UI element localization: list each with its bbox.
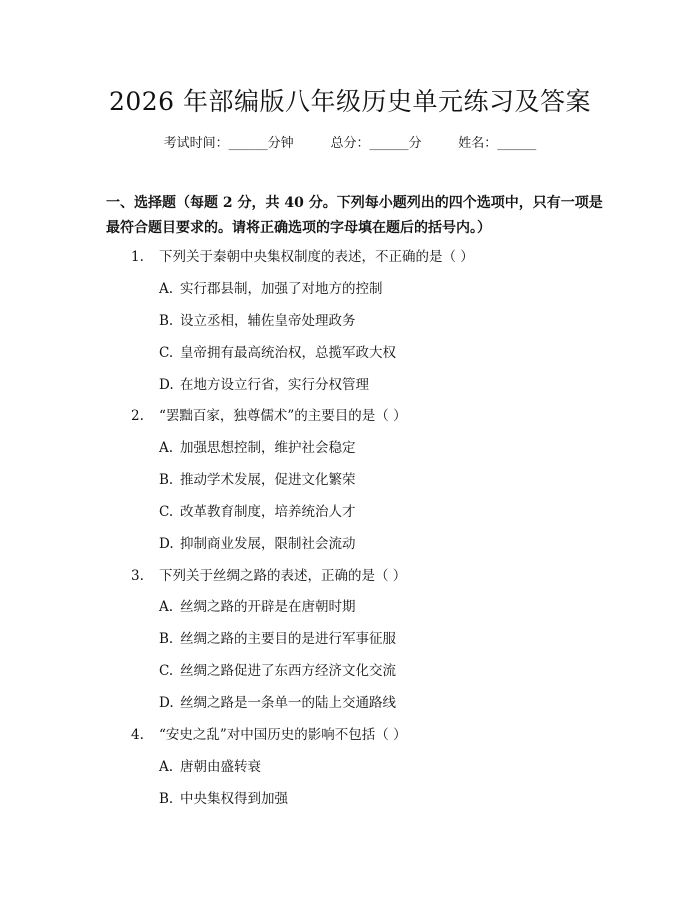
exam-time: 考试时间：______分钟: [163, 136, 294, 151]
question-3-option-b: [159, 627, 396, 647]
option-letter: B.: [159, 631, 174, 647]
question-text: “安史之乱”对中国历史的影响不包括（ ）: [159, 727, 407, 743]
page-title: 2026 年部编版八年级历史单元练习及答案: [108, 87, 592, 116]
option-text: 丝绸之路是一条单一的陆上交通路线: [180, 695, 396, 711]
option-text: 中央集权得到加强: [180, 791, 288, 807]
option-text: 在地方设立行省，实行分权管理: [180, 377, 369, 393]
question-number: 2.: [131, 408, 144, 424]
question-text: “罢黜百家，独尊儒术”的主要目的是（ ）: [159, 408, 407, 424]
question-3-option-d: [159, 691, 396, 711]
option-text: 丝绸之路的开辟是在唐朝时期: [180, 599, 356, 615]
option-letter: A.: [159, 440, 174, 456]
question-text: 下列关于丝绸之路的表述，正确的是（ ）: [159, 568, 407, 584]
question-2-option-b: [159, 468, 356, 488]
exam-score: 总分：______分: [330, 136, 422, 151]
question-1-option-d: [159, 373, 369, 393]
student-name: 姓名：______: [458, 136, 537, 151]
question-3-option-a: [159, 595, 356, 615]
option-text: 丝绸之路的主要目的是进行军事征服: [180, 631, 396, 647]
option-text: 丝绸之路促进了东西方经济文化交流: [180, 663, 396, 679]
question-number: 1.: [131, 249, 144, 265]
question-2-option-d: [159, 532, 356, 552]
question-3: [131, 564, 406, 584]
option-text: 加强思想控制，维护社会稳定: [180, 440, 356, 456]
question-2-option-a: [159, 436, 356, 456]
option-letter: D.: [159, 536, 174, 552]
question-2-option-c: [159, 500, 356, 520]
option-letter: D.: [159, 377, 174, 393]
option-text: 实行郡县制，加强了对地方的控制: [180, 281, 383, 297]
section-heading: 一、选择题（每题 2 分，共 40 分。下列每小题列出的四个选项中，只有一项是最符合题目要求的。请将正确选项的字母填在题后的括号内。）: [106, 195, 603, 236]
option-letter: B.: [159, 313, 174, 329]
question-1-option-b: [159, 309, 356, 329]
question-1-option-a: [159, 277, 383, 297]
option-letter: C.: [159, 345, 174, 361]
option-text: 设立丞相，辅佐皇帝处理政务: [180, 313, 356, 329]
question-number: 4.: [131, 727, 144, 743]
question-4-option-b: [159, 787, 288, 807]
option-letter: B.: [159, 472, 174, 488]
option-text: 改革教育制度，培养统治人才: [180, 504, 356, 520]
exam-meta: [0, 132, 700, 151]
option-letter: D.: [159, 695, 174, 711]
option-letter: C.: [159, 663, 174, 679]
option-letter: A.: [159, 281, 174, 297]
option-letter: C.: [159, 504, 174, 520]
option-letter: A.: [159, 599, 174, 615]
option-letter: B.: [159, 791, 174, 807]
option-letter: A.: [159, 759, 174, 775]
option-text: 推动学术发展，促进文化繁荣: [180, 472, 356, 488]
question-number: 3.: [131, 568, 144, 584]
question-3-option-c: [159, 659, 396, 679]
question-1: [131, 245, 474, 265]
question-4: [131, 723, 407, 743]
option-text: 抑制商业发展，限制社会流动: [180, 536, 356, 552]
question-2: [131, 404, 407, 424]
option-text: 唐朝由盛转衰: [180, 759, 261, 775]
question-1-option-c: [159, 341, 396, 361]
option-text: 皇帝拥有最高统治权，总揽军政大权: [180, 345, 396, 361]
question-text: 下列关于秦朝中央集权制度的表述，不正确的是（ ）: [159, 249, 474, 265]
question-4-option-a: [159, 755, 261, 775]
